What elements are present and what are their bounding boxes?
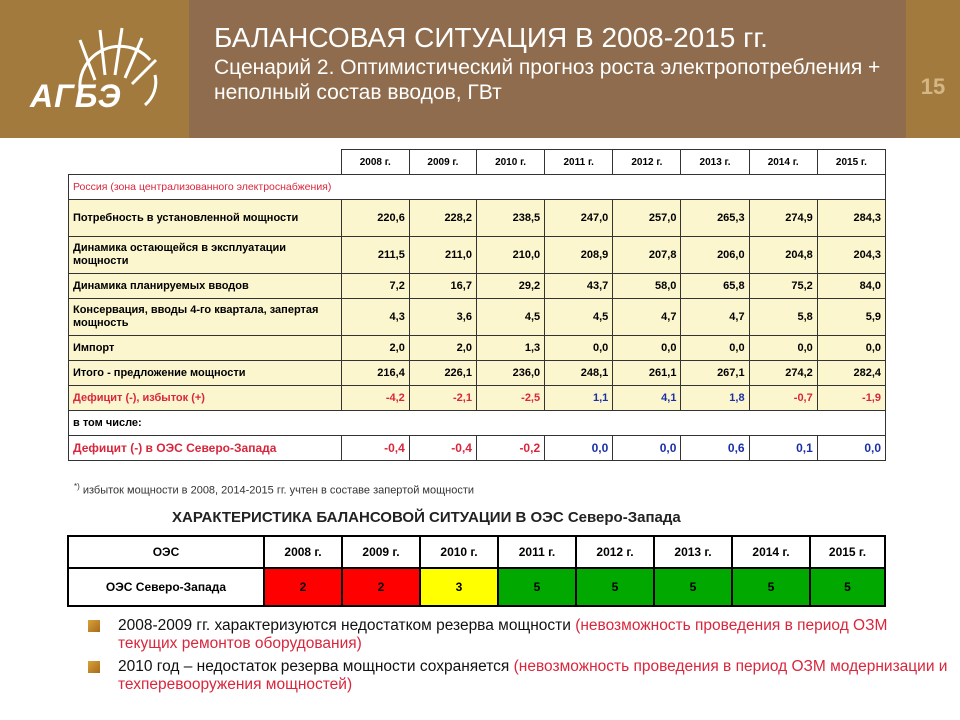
including-label: в том числе:: [69, 411, 886, 436]
cell: -0,4: [409, 436, 476, 461]
cell: 261,1: [613, 361, 681, 386]
cell: 4,3: [341, 299, 409, 336]
cell: 2,0: [409, 336, 476, 361]
region-row: [69, 175, 886, 200]
logo-text: АГБЭ: [30, 78, 122, 114]
status-cell: 2: [264, 568, 342, 606]
cell: 0,0: [817, 336, 885, 361]
year-header: 2011 г.: [545, 150, 613, 175]
nw-characteristic-table: [67, 535, 886, 607]
table-header-row: [68, 536, 885, 568]
cell: 1,3: [476, 336, 544, 361]
cell: -0,2: [476, 436, 544, 461]
status-cell: 2: [342, 568, 420, 606]
cell: 0,0: [749, 336, 817, 361]
cell: -0,7: [749, 386, 817, 411]
status-cell: 5: [498, 568, 576, 606]
cell: 236,0: [476, 361, 544, 386]
header: [0, 0, 960, 138]
cell: 7,2: [341, 274, 409, 299]
cell: 4,7: [681, 299, 749, 336]
nw-deficit-row: [69, 436, 886, 461]
region-label: Россия (зона централизованного электроснабжения): [69, 175, 886, 200]
row-label: Потребность в установленной мощности: [69, 200, 342, 237]
cell: 206,0: [681, 237, 749, 274]
cell: 216,4: [341, 361, 409, 386]
row-label: Дефицит (-) в ОЭС Северо-Запада: [69, 436, 342, 461]
logo: [0, 0, 189, 138]
cell: 204,8: [749, 237, 817, 274]
page-title: БАЛАНСОВАЯ СИТУАЦИЯ В 2008-2015 гг.: [214, 22, 768, 53]
bullet-square-icon: [88, 620, 100, 632]
row-label: Импорт: [69, 336, 342, 361]
cell: 204,3: [817, 237, 885, 274]
cell: 274,2: [749, 361, 817, 386]
cell: 274,9: [749, 200, 817, 237]
year-header: 2008 г.: [264, 536, 342, 568]
year-header: 2012 г.: [576, 536, 654, 568]
year-header: 2008 г.: [341, 150, 409, 175]
bullet-highlight: (невозможность проведения в период ОЗМ модернизации и техперевооружения мощностей): [118, 658, 948, 693]
status-cell: 3: [420, 568, 498, 606]
page-number-box: [906, 0, 960, 138]
row-label: ОЭС Северо-Запада: [68, 568, 264, 606]
cell: 220,6: [341, 200, 409, 237]
balance-table: [68, 149, 886, 461]
cell: 2,0: [341, 336, 409, 361]
year-header: 2014 г.: [749, 150, 817, 175]
cell: 4,5: [476, 299, 544, 336]
table-row: [69, 361, 886, 386]
cell: 211,5: [341, 237, 409, 274]
cell: 16,7: [409, 274, 476, 299]
year-header: 2013 г.: [681, 150, 749, 175]
cell: 211,0: [409, 237, 476, 274]
footnote-mark: *): [74, 482, 80, 491]
cell: -2,5: [476, 386, 544, 411]
row-label: Консервация, вводы 4-го квартала, запертая мощность: [69, 299, 342, 336]
table-row: [69, 237, 886, 274]
cell: 238,5: [476, 200, 544, 237]
table-row: [69, 274, 886, 299]
table-row: [68, 568, 885, 606]
table-header-row: [69, 150, 886, 175]
year-header: 2009 г.: [409, 150, 476, 175]
row-label: Итого - предложение мощности: [69, 361, 342, 386]
footnote-text: избыток мощности в 2008, 2014-2015 гг. учтен в составе запертой мощности: [82, 484, 475, 497]
row-label: Динамика остающейся в эксплуатации мощности: [69, 237, 342, 274]
cell: 58,0: [613, 274, 681, 299]
table-row: [69, 336, 886, 361]
year-header: 2015 г.: [810, 536, 885, 568]
cell: 248,1: [545, 361, 613, 386]
cell: 1,1: [545, 386, 613, 411]
cell: 0,0: [613, 336, 681, 361]
cell: 247,0: [545, 200, 613, 237]
section-title: ХАРАКТЕРИСТИКА БАЛАНСОВОЙ СИТУАЦИИ В ОЭС Северо-Запада: [172, 509, 681, 526]
year-header: 2015 г.: [817, 150, 885, 175]
including-row: [69, 411, 886, 436]
header-empty: [69, 150, 342, 175]
cell: 65,8: [681, 274, 749, 299]
cell: -1,9: [817, 386, 885, 411]
bullet-text: 2010 год – недостаток резерва мощности сохраняется: [118, 658, 514, 675]
cell: -0,4: [341, 436, 409, 461]
cell: 257,0: [613, 200, 681, 237]
cell: 284,3: [817, 200, 885, 237]
cell: 210,0: [476, 237, 544, 274]
footnote: [74, 482, 474, 497]
page-subtitle: Сценарий 2. Оптимистический прогноз роста электропотребления + неполный состав вводов, ГВт: [214, 56, 881, 104]
table-row: [69, 200, 886, 237]
year-header: 2010 г.: [476, 150, 544, 175]
bullet-item: [88, 617, 948, 653]
bullet-list: [88, 617, 948, 699]
row-label: Динамика планируемых вводов: [69, 274, 342, 299]
bullet-text: 2008-2009 гг. характеризуются недостатком резерва мощности: [118, 617, 576, 634]
cell: 3,6: [409, 299, 476, 336]
cell: 43,7: [545, 274, 613, 299]
cell: 207,8: [613, 237, 681, 274]
cell: 0,0: [817, 436, 885, 461]
status-cell: 5: [654, 568, 732, 606]
status-cell: 5: [810, 568, 885, 606]
cell: 1,8: [681, 386, 749, 411]
cell: -2,1: [409, 386, 476, 411]
row-label: Дефицит (-), избыток (+): [69, 386, 342, 411]
cell: 4,5: [545, 299, 613, 336]
status-cell: 5: [576, 568, 654, 606]
cell: 282,4: [817, 361, 885, 386]
year-header: 2010 г.: [420, 536, 498, 568]
cell: 265,3: [681, 200, 749, 237]
year-header: 2009 г.: [342, 536, 420, 568]
bullet-item: [88, 658, 948, 694]
cell: -4,2: [341, 386, 409, 411]
bullet-square-icon: [88, 661, 100, 673]
cell: 226,1: [409, 361, 476, 386]
cell: 75,2: [749, 274, 817, 299]
cell: 4,7: [613, 299, 681, 336]
title-block: [189, 0, 906, 138]
cell: 84,0: [817, 274, 885, 299]
cell: 0,0: [613, 436, 681, 461]
table-row: [69, 299, 886, 336]
cell: 208,9: [545, 237, 613, 274]
cell: 228,2: [409, 200, 476, 237]
page-number: 15: [920, 74, 946, 99]
cell: 5,9: [817, 299, 885, 336]
status-cell: 5: [732, 568, 810, 606]
cell: 29,2: [476, 274, 544, 299]
cell: 0,0: [681, 336, 749, 361]
year-header: 2014 г.: [732, 536, 810, 568]
cell: 0,1: [749, 436, 817, 461]
bullet-highlight: (невозможность проведения в период ОЗМ текущих ремонтов оборудования): [118, 617, 888, 652]
cell: 5,8: [749, 299, 817, 336]
year-header: 2011 г.: [498, 536, 576, 568]
deficit-row: [69, 386, 886, 411]
cell: 0,0: [545, 336, 613, 361]
cell: 267,1: [681, 361, 749, 386]
year-header: 2013 г.: [654, 536, 732, 568]
cell: 0,6: [681, 436, 749, 461]
year-header: 2012 г.: [613, 150, 681, 175]
cell: 4,1: [613, 386, 681, 411]
oes-header: ОЭС: [68, 536, 264, 568]
cell: 0,0: [545, 436, 613, 461]
